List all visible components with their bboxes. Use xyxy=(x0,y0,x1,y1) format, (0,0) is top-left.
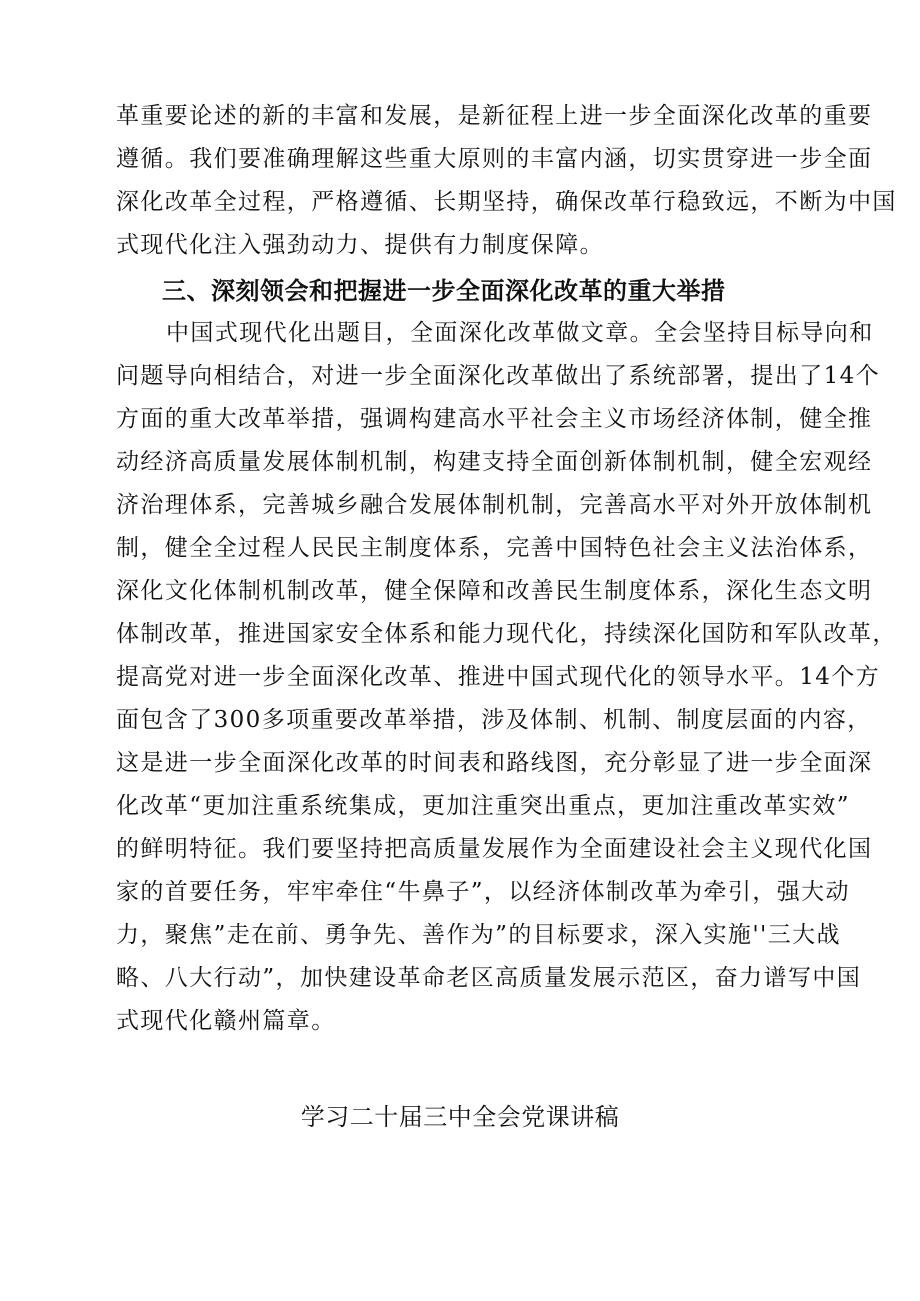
text-line: 式现代化赣州篇章。 xyxy=(116,1008,336,1034)
text-line: 力，聚焦”走在前、勇争先、善作为”的目标要求，深入实施''三大战 xyxy=(116,922,841,948)
text-line: 深化改革全过程，严格遵循、长期坚持，确保改革行稳致远，不断为中国 xyxy=(116,189,897,215)
next-article-title: 学习二十届三中全会党课讲稿 xyxy=(300,1103,620,1131)
text-line: 遵循。我们要准确理解这些重大原则的丰富内涵，切实贯穿进一步全面 xyxy=(116,146,873,172)
text-line: 家的首要任务，牢牢牵住“牛鼻子”，以经济体制改革为牵引，强大动 xyxy=(116,879,850,905)
text-line: 化改革“更加注重系统集成，更加注重突出重点，更加注重改革实效” xyxy=(116,793,850,819)
text-line: 的鲜明特征。我们要坚持把高质量发展作为全面建设社会主义现代化国 xyxy=(116,836,873,862)
text-line: 济治理体系，完善城乡融合发展体制机制，完善高水平对外开放体制机 xyxy=(116,492,873,518)
text-line: 式现代化注入强劲动力、提供有力制度保障。 xyxy=(116,232,604,258)
text-line: 制，健全全过程人民民主制度体系，完善中国特色社会主义法治体系， xyxy=(116,535,873,561)
text-line: 问题导向相结合，对进一步全面深化改革做出了系统部署，提出了14个 xyxy=(116,363,881,389)
text-line: 中国式现代化出题目，全面深化改革做文章。全会坚持目标导向和 xyxy=(166,320,874,346)
section-heading: 三、深刻领会和把握进一步全面深化改革的重大举措 xyxy=(162,277,726,305)
text-line: 这是进一步全面深化改革的时间表和路线图，充分彰显了进一步全面深 xyxy=(116,750,873,776)
text-line: 面包含了300多项重要改革举措，涉及体制、机制、制度层面的内容， xyxy=(116,707,872,733)
text-line: 体制改革，推进国家安全体系和能力现代化，持续深化国防和军队改革， xyxy=(116,621,897,647)
text-line: 革重要论述的新的丰富和发展，是新征程上进一步全面深化改革的重要 xyxy=(116,103,873,129)
text-line: 方面的重大改革举措，强调构建高水平社会主义市场经济体制，健全推 xyxy=(116,406,873,432)
text-line: 深化文化体制机制改革，健全保障和改善民生制度体系，深化生态文明 xyxy=(116,578,873,604)
text-line: 动经济高质量发展体制机制，构建支持全面创新体制机制，健全宏观经 xyxy=(116,449,873,475)
text-line: 提高党对进一步全面深化改革、推进中国式现代化的领导水平。14个方 xyxy=(116,664,881,690)
text-line: 略、八大行动”，加快建设革命老区高质量发展示范区，奋力谱写中国 xyxy=(116,965,862,991)
